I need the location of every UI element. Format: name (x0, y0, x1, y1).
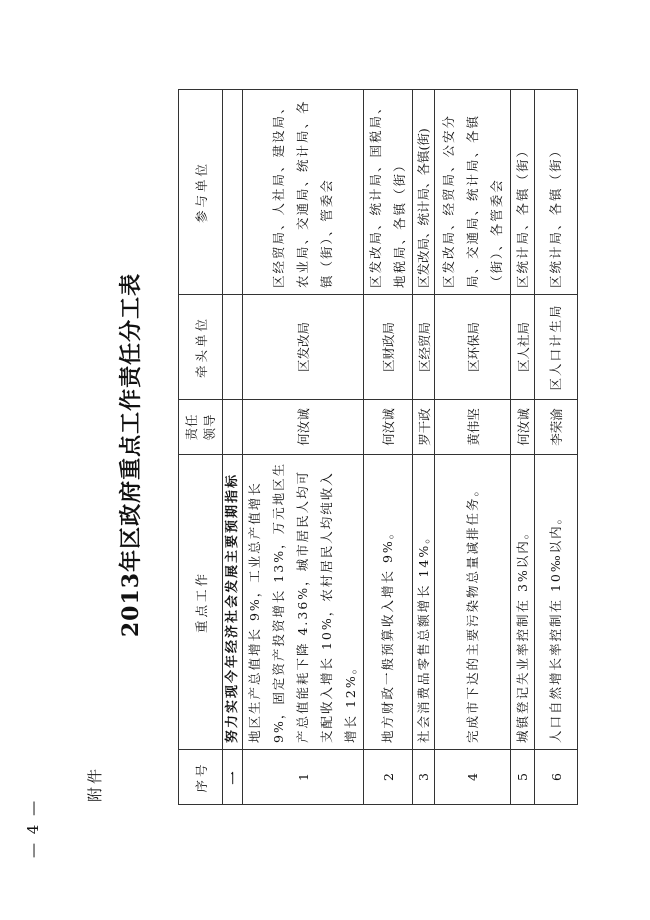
header-task: 重点工作 (179, 455, 223, 750)
row-no: 3 (413, 750, 435, 805)
page-number: — 4 — (24, 798, 42, 858)
row-partners: 区发改局、统计局、各镇(街) (413, 90, 435, 295)
row-lead-unit: 区经贸局 (413, 295, 435, 400)
row-task: 社会消费品零售总额增长 14%。 (413, 455, 435, 750)
row-lead-unit: 区人口计生局 (535, 295, 578, 400)
attachment-label: 附件 (86, 765, 104, 802)
row-leader: 黄伟坚 (435, 400, 511, 455)
row-lead-unit: 区人社局 (511, 295, 535, 400)
document-title: 2013年区政府重点工作责任分工表 (118, 272, 144, 638)
header-lead-unit: 牵头单位 (179, 295, 223, 400)
row-task: 地区生产总值增长 9%，工业总产值增长 9%，固定资产投资增长 13%，万元地区生产总值能耗下降 4.36%，城市居民人均可支配收入增长 10%，农村居民人均纯收入增长 12%。 (243, 455, 364, 750)
row-task: 地方财政一般预算收入增长 9%。 (364, 455, 413, 750)
header-row (179, 90, 223, 805)
row-task: 人口自然增长率控制在 10‰以内。 (535, 455, 578, 750)
table-row (364, 90, 413, 805)
row-lead-unit: 区环保局 (435, 295, 511, 400)
table-row (435, 90, 511, 805)
row-no: 1 (243, 750, 364, 805)
row-task: 完成市下达的主要污染物总量减排任务。 (435, 455, 511, 750)
row-partners: 区经贸局、人社局、建设局、农业局、交通局、统计局、各镇（街）、管委会 (243, 90, 364, 295)
table-row (511, 90, 535, 805)
table-row (413, 90, 435, 805)
section-title: 努力实现今年经济社会发展主要预期指标 (223, 455, 243, 750)
row-task: 城镇登记失业率控制在 3%以内。 (511, 455, 535, 750)
header-no: 序号 (179, 750, 223, 805)
row-leader: 罗干政 (413, 400, 435, 455)
row-partners: 区统计局、各镇（街） (535, 90, 578, 295)
table-row (243, 90, 364, 805)
row-no: 6 (535, 750, 578, 805)
row-partners: 区统计局、各镇（街） (511, 90, 535, 295)
row-leader: 李荣渝 (535, 400, 578, 455)
row-partners: 区发改局、统计局、国税局、地税局、各镇（街） (364, 90, 413, 295)
row-no: 5 (511, 750, 535, 805)
row-no: 2 (364, 750, 413, 805)
header-leader: 责任领导 (179, 400, 223, 455)
row-leader: 何汝诚 (364, 400, 413, 455)
table-row (535, 90, 578, 805)
section-no: 一 (223, 750, 243, 805)
header-partners: 参与单位 (179, 90, 223, 295)
section-row (223, 90, 243, 805)
row-lead-unit: 区财政局 (364, 295, 413, 400)
row-no: 4 (435, 750, 511, 805)
row-lead-unit: 区发改局 (243, 295, 364, 400)
row-leader: 何汝诚 (243, 400, 364, 455)
responsibility-table (178, 89, 578, 805)
row-leader: 何汝诚 (511, 400, 535, 455)
row-partners: 区发改局、经贸局、公安分局、交通局、统计局、各镇（街）、各管委会 (435, 90, 511, 295)
